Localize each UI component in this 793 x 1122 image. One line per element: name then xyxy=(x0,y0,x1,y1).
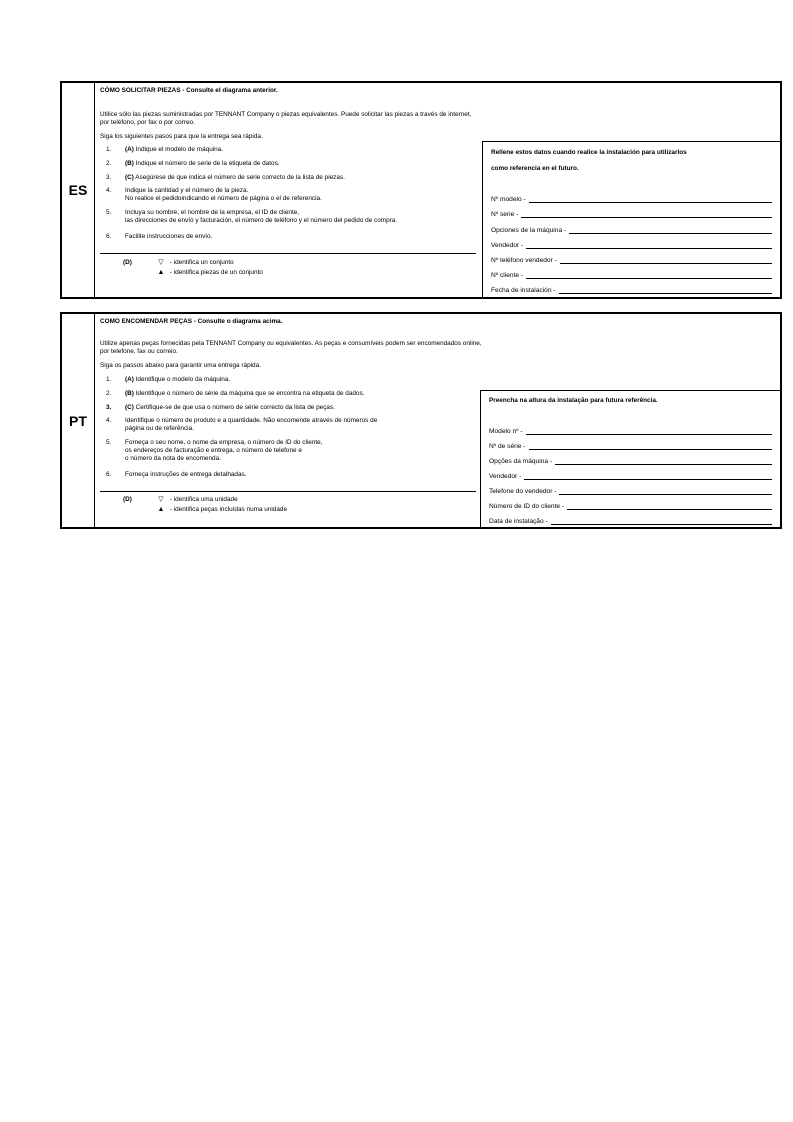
es-form-heading-1: Rellene estos datos cuando realice la instalación para utilizarlos xyxy=(491,149,687,156)
pt-intro-line-1: Utilize apenas peças fornecidas pela TENNANT Company ou equivalentes. As peças e consumíveis podem ser encomendados online, xyxy=(100,340,482,347)
pt-field-seller-phone[interactable]: Telefone do vendedor - xyxy=(489,487,772,495)
es-step-1: 1. (A) Indique el modelo de máquina. xyxy=(106,146,224,153)
pt-section xyxy=(60,312,782,529)
es-legend-divider xyxy=(100,253,476,254)
filled-triangle-icon: ▲ xyxy=(157,269,165,276)
es-step-3: 3. (C) Asegúrese de que indica el número de serie correcto de la lista de piezas. xyxy=(106,174,345,181)
pt-steps-intro: Siga os passos abaixo para garantir uma entrega rápida. xyxy=(100,362,261,369)
es-field-model[interactable]: Nº modelo - xyxy=(491,195,772,203)
filled-triangle-icon: ▲ xyxy=(157,506,165,513)
es-heading: CÓMO SOLICITAR PIEZAS - Consulte el diagrama anterior. xyxy=(100,87,278,94)
pt-intro-line-2: por telefone, fax ou correio. xyxy=(100,348,178,355)
language-label-es: ES xyxy=(62,83,95,297)
es-field-seller[interactable]: Vendedor - xyxy=(491,241,772,249)
es-field-install-date[interactable]: Fecha de instalación - xyxy=(491,286,772,294)
pt-field-seller[interactable]: Vendedor - xyxy=(489,472,772,480)
es-steps-intro: Siga los siguientes pasos para que la entrega sea rápida. xyxy=(100,133,263,140)
pt-field-serial[interactable]: Nº de série - xyxy=(489,442,772,450)
pt-field-model[interactable]: Modelo nº - xyxy=(489,427,772,435)
es-step-6: 6. Facilite instrucciones de envío. xyxy=(106,233,213,240)
pt-heading: COMO ENCOMENDAR PEÇAS - Consulte o diagrama acima. xyxy=(100,318,283,325)
es-form-heading-2: como referencia en el futuro. xyxy=(491,165,579,172)
es-legend-item-2: ▲ - identifica piezas de un conjunto xyxy=(154,269,263,278)
pt-form-heading: Preencha na altura da instalação para futura referência. xyxy=(489,397,658,404)
es-intro-line-2: por teléfono, por fax o por correo. xyxy=(100,119,195,126)
pt-step-5: 5. Forneça o seu nome, o nome da empresa, o número de ID do cliente, os endereços de facturação e entrega, o número de telefone e o número da nota de encomenda. xyxy=(106,439,323,463)
open-triangle-icon: ▽ xyxy=(158,259,164,266)
es-field-options[interactable]: Opciones de la máquina - xyxy=(491,226,772,234)
pt-field-customer-id[interactable]: Número de ID do cliente - xyxy=(489,502,772,510)
es-step-4: 4. Indique la cantidad y el número de la pieza. No realice el pedidoindicando el número de página o el de referencia. xyxy=(106,187,322,203)
pt-step-6: 6. Forneça instruções de entrega detalhadas. xyxy=(106,471,247,478)
es-legend-item-1: ▽ - identifica un conjunto xyxy=(154,259,234,268)
pt-step-4: 4. Identifique o número de produto e a quantidade. Não encomende através de números de página ou de referência. xyxy=(106,417,378,433)
pt-step-3: 3. (C) Certifique-se de que usa o número de série correcto da lista de peças. xyxy=(106,404,335,411)
es-field-seller-phone[interactable]: Nº teléfono vendedor - xyxy=(491,256,772,264)
es-step-2: 2. (B) Indique el número de serie de la etiqueta de datos. xyxy=(106,160,280,167)
pt-step-1: 1. (A) Identifique o modelo da máquina. xyxy=(106,376,231,383)
pt-legend-label: (D) xyxy=(123,496,132,503)
pt-field-install-date[interactable]: Data de instalação - xyxy=(489,517,772,525)
es-step-5: 5. Incluya su nombre, el nombre de la empresa, el ID de cliente, las direcciones de envío y facturación, el número de teléfono y el número del pedido de compra. xyxy=(106,209,398,225)
pt-step-2: 2. (B) Identifique o número de série da máquina que se encontra na etiqueta de dados. xyxy=(106,390,365,397)
pt-legend-divider xyxy=(100,491,476,492)
pt-legend-item-1: ▽ - identifica uma unidade xyxy=(154,496,238,505)
es-installation-form xyxy=(482,141,780,297)
pt-field-options[interactable]: Opções da máquina - xyxy=(489,457,772,465)
es-section xyxy=(60,81,782,299)
es-field-customer[interactable]: Nº cliente - xyxy=(491,271,772,279)
pt-legend-item-2: ▲ - identifica peças incluídas numa unidade xyxy=(154,506,287,515)
language-label-pt: PT xyxy=(62,314,95,527)
es-field-serial[interactable]: Nº serie - xyxy=(491,210,772,218)
es-intro-line-1: Utilice sólo las piezas suministradas por TENNANT Company o piezas equivalentes. Puede solicitar las piezas a través de internet, xyxy=(100,111,472,118)
open-triangle-icon: ▽ xyxy=(158,496,164,503)
pt-installation-form xyxy=(480,390,780,527)
es-legend-label: (D) xyxy=(123,259,132,266)
